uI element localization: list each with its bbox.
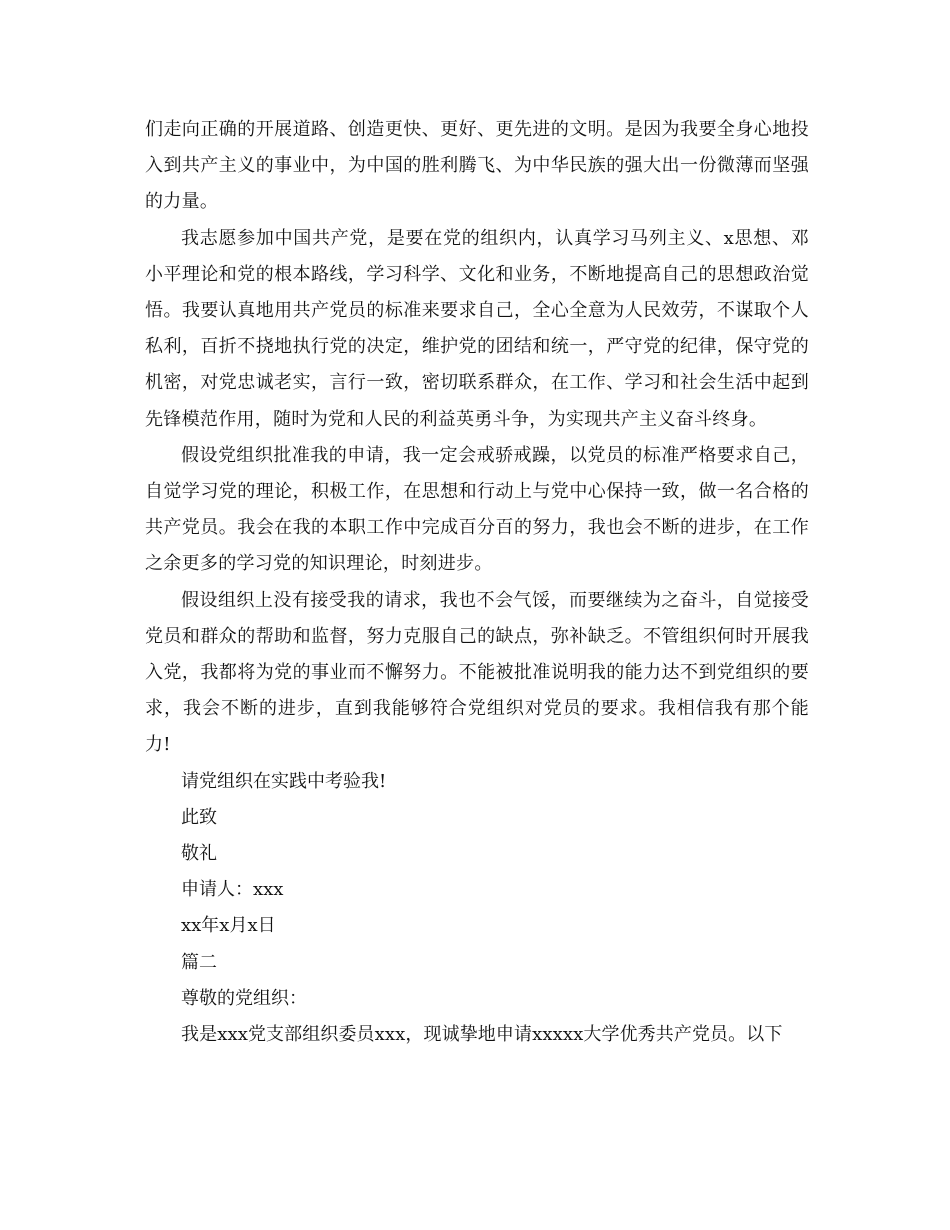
section-heading-part-two: 篇二 (181, 951, 217, 973)
paragraph-volunteer-pledge: 我志愿参加中国共产党，是要在党的组织内，认真学习马列主义、x思想、邓小平理论和党的根本路线，学习科学、文化和业务，不断地提高自己的思想政治觉悟。我要认真地用共产党员的标准来要求自己，全心全意为人民效劳，不谋取个人私利，百折不挠地执行党的决定，维护党的团结和统一，严守党的纪律，保守党的机密，对党忠诚老实，言行一致，密切联系群众，在工作、学习和社会生活中起到先锋模范作用，随时为党和人民的利益英勇斗争，为实现共产主义奋斗终身。 (145, 227, 809, 430)
paragraph-continuation: 们走向正确的开展道路、创造更快、更好、更先进的文明。是因为我要全身心地投入到共产主义的事业中，为中国的胜利腾飞、为中华民族的强大出一份微薄而坚强的力量。 (145, 119, 809, 213)
application-date: xx年x月x日 (181, 915, 276, 937)
paragraph-if-approved: 假设党组织批准我的申请，我一定会戒骄戒躁，以党员的标准严格要求自己，自觉学习党的理论，积极工作，在思想和行动上与党中心保持一致，做一名合格的共产党员。我会在我的本职工作中完成百分百的努力，我也会不断的进步，在工作之余更多的学习党的知识理论，时刻进步。 (145, 444, 809, 575)
paragraph-if-not-approved: 假设组织上没有接受我的请求，我也不会气馁，而要继续为之奋斗，自觉接受党员和群众的帮助和监督，努力克服自己的缺点，弥补缺乏。不管组织何时开展我入党，我都将为党的事业而不懈努力。不能被批准说明我的能力达不到党组织的要求，我会不断的进步，直到我能够符合党组织对党员的要求。我相信我有那个能力! (145, 589, 809, 756)
letter-greeting: 尊敬的党组织： (181, 987, 307, 1009)
salutation-cizhi: 此致 (181, 806, 217, 828)
applicant-signature: 申请人：xxx (181, 879, 284, 901)
letter-opening-line: 我是xxx党支部组织委员xxx，现诚挚地申请xxxxx大学优秀共产党员。以下 (181, 1024, 783, 1046)
salutation-jingli: 敬礼 (181, 843, 217, 865)
closing-request-line: 请党组织在实践中考验我! (181, 770, 387, 792)
document-page (145, 112, 809, 1053)
